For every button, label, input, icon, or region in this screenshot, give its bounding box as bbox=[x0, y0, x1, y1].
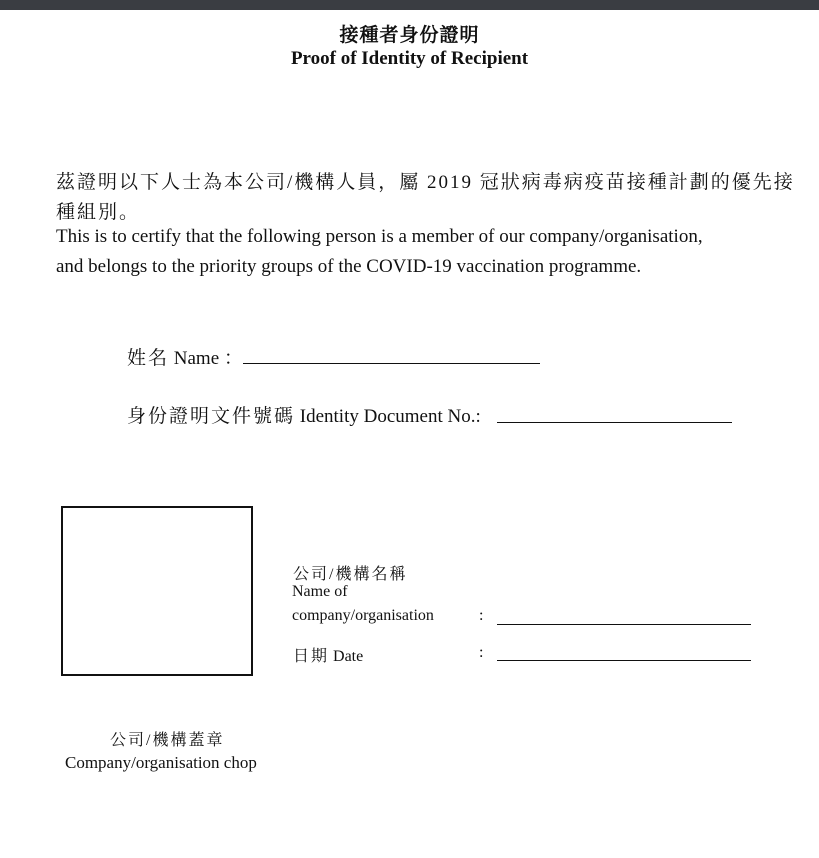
id-field-row bbox=[127, 401, 481, 428]
company-input-line[interactable] bbox=[497, 624, 751, 625]
company-label-en-2: company/organisation bbox=[292, 607, 434, 624]
date-colon: : bbox=[479, 644, 484, 661]
name-input-line[interactable] bbox=[243, 363, 540, 364]
title-english: Proof of Identity of Recipient bbox=[290, 48, 529, 69]
date-label-zh: 日期 bbox=[293, 648, 330, 665]
chop-label-zh: 公司/機構蓋章 bbox=[110, 732, 225, 749]
name-label-en: Name ： bbox=[173, 348, 243, 369]
title-chinese: 接種者身份證明 bbox=[339, 25, 480, 46]
viewer-top-bar bbox=[0, 0, 819, 10]
name-label-zh: 姓名 bbox=[127, 348, 170, 369]
statement-zh-line-1: 茲證明以下人士為本公司/機構人員，屬 2019 冠狀病毒病疫苗接種計劃的優先接 bbox=[56, 172, 795, 193]
date-label-row bbox=[293, 643, 363, 666]
statement-zh-line-2: 種組別。 bbox=[56, 202, 141, 223]
date-label-en: Date bbox=[333, 648, 364, 665]
statement-en-line-2: and belongs to the priority groups of the COVID-19 vaccination programme. bbox=[56, 256, 642, 277]
id-label-zh: 身份證明文件號碼 bbox=[127, 406, 296, 427]
company-label-zh: 公司/機構名稱 bbox=[293, 566, 408, 583]
company-colon: : bbox=[479, 607, 484, 624]
chop-label-en: Company/organisation chop bbox=[65, 753, 257, 772]
company-label-en-1: Name of bbox=[292, 583, 348, 600]
id-input-line[interactable] bbox=[497, 422, 732, 423]
name-field-row bbox=[127, 343, 243, 370]
id-label-en: Identity Document No.: bbox=[299, 406, 481, 427]
company-chop-box[interactable] bbox=[61, 506, 253, 676]
date-input-line[interactable] bbox=[497, 660, 751, 661]
statement-en-line-1: This is to certify that the following person is a member of our company/organisation, bbox=[56, 226, 703, 247]
